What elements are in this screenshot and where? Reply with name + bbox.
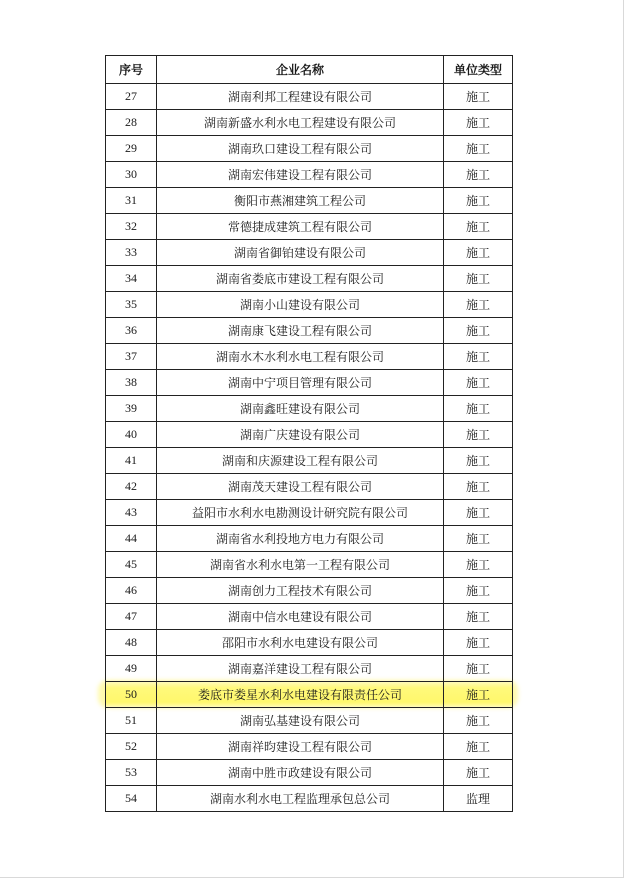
row-unit-type: 施工	[444, 110, 513, 136]
row-unit-type: 施工	[444, 474, 513, 500]
table-row	[106, 786, 513, 812]
row-unit-type: 施工	[444, 318, 513, 344]
row-unit-type: 施工	[444, 162, 513, 188]
table-row	[106, 708, 513, 734]
row-unit-type: 施工	[444, 500, 513, 526]
row-serial-number: 46	[106, 578, 157, 604]
row-serial-number: 27	[106, 84, 157, 110]
row-enterprise-name: 湖南利邦工程建设有限公司	[157, 84, 444, 110]
header-unit-type: 单位类型	[444, 56, 513, 84]
row-serial-number: 37	[106, 344, 157, 370]
row-unit-type: 施工	[444, 656, 513, 682]
table-row	[106, 552, 513, 578]
row-unit-type: 施工	[444, 578, 513, 604]
row-enterprise-name: 湖南弘基建设有限公司	[157, 708, 444, 734]
row-enterprise-name: 湖南宏伟建设工程有限公司	[157, 162, 444, 188]
table-row	[106, 162, 513, 188]
row-unit-type: 施工	[444, 136, 513, 162]
table-row	[106, 448, 513, 474]
row-enterprise-name: 湖南水利水电工程监理承包总公司	[157, 786, 444, 812]
row-unit-type: 施工	[444, 682, 513, 708]
row-serial-number: 31	[106, 188, 157, 214]
row-unit-type: 施工	[444, 760, 513, 786]
row-unit-type: 施工	[444, 370, 513, 396]
header-row	[106, 56, 513, 84]
row-serial-number: 48	[106, 630, 157, 656]
row-serial-number: 53	[106, 760, 157, 786]
row-enterprise-name: 湖南中宁项目管理有限公司	[157, 370, 444, 396]
table-row	[106, 240, 513, 266]
table-row	[106, 396, 513, 422]
row-serial-number: 38	[106, 370, 157, 396]
row-unit-type: 施工	[444, 266, 513, 292]
row-enterprise-name: 湖南嘉洋建设工程有限公司	[157, 656, 444, 682]
row-enterprise-name: 衡阳市燕湘建筑工程公司	[157, 188, 444, 214]
row-serial-number: 30	[106, 162, 157, 188]
row-unit-type: 施工	[444, 214, 513, 240]
row-enterprise-name: 湖南省娄底市建设工程有限公司	[157, 266, 444, 292]
row-enterprise-name: 湖南鑫旺建设有限公司	[157, 396, 444, 422]
row-enterprise-name: 湖南广庆建设有限公司	[157, 422, 444, 448]
row-enterprise-name: 湖南康飞建设工程有限公司	[157, 318, 444, 344]
row-enterprise-name: 湖南省水利水电第一工程有限公司	[157, 552, 444, 578]
table-row	[106, 188, 513, 214]
row-unit-type: 施工	[444, 84, 513, 110]
row-serial-number: 33	[106, 240, 157, 266]
table-row	[106, 604, 513, 630]
table-row	[106, 734, 513, 760]
header-enterprise-name: 企业名称	[157, 56, 444, 84]
row-enterprise-name: 湖南水木水利水电工程有限公司	[157, 344, 444, 370]
row-enterprise-name: 湖南小山建设有限公司	[157, 292, 444, 318]
table-row	[106, 630, 513, 656]
row-enterprise-name: 湖南新盛水利水电工程建设有限公司	[157, 110, 444, 136]
row-unit-type: 施工	[444, 188, 513, 214]
table-row	[106, 578, 513, 604]
table-row	[106, 474, 513, 500]
row-unit-type: 施工	[444, 734, 513, 760]
table-row	[106, 422, 513, 448]
row-enterprise-name: 常德捷成建筑工程有限公司	[157, 214, 444, 240]
row-serial-number: 29	[106, 136, 157, 162]
row-enterprise-name: 湖南和庆源建设工程有限公司	[157, 448, 444, 474]
row-enterprise-name: 湖南省水利投地方电力有限公司	[157, 526, 444, 552]
row-serial-number: 39	[106, 396, 157, 422]
header-serial-number: 序号	[106, 56, 157, 84]
row-serial-number: 49	[106, 656, 157, 682]
row-unit-type: 施工	[444, 526, 513, 552]
row-unit-type: 施工	[444, 422, 513, 448]
row-serial-number: 47	[106, 604, 157, 630]
table-row	[106, 500, 513, 526]
table-row	[106, 526, 513, 552]
table-row	[106, 110, 513, 136]
row-serial-number: 44	[106, 526, 157, 552]
row-enterprise-name: 娄底市娄星水利水电建设有限责任公司	[157, 682, 444, 708]
row-serial-number: 42	[106, 474, 157, 500]
enterprise-table	[105, 55, 513, 812]
row-unit-type: 施工	[444, 604, 513, 630]
row-enterprise-name: 湖南中信水电建设有限公司	[157, 604, 444, 630]
row-enterprise-name: 湖南茂天建设工程有限公司	[157, 474, 444, 500]
table-row	[106, 84, 513, 110]
table-body	[106, 84, 513, 812]
row-serial-number: 28	[106, 110, 157, 136]
row-enterprise-name: 湖南省御铂建设有限公司	[157, 240, 444, 266]
row-serial-number: 41	[106, 448, 157, 474]
row-unit-type: 监理	[444, 786, 513, 812]
table-row	[106, 370, 513, 396]
row-enterprise-name: 湖南祥昀建设工程有限公司	[157, 734, 444, 760]
table-row	[106, 344, 513, 370]
row-unit-type: 施工	[444, 552, 513, 578]
row-serial-number: 36	[106, 318, 157, 344]
table-row	[106, 682, 513, 708]
table-row	[106, 318, 513, 344]
row-unit-type: 施工	[444, 630, 513, 656]
row-unit-type: 施工	[444, 292, 513, 318]
row-serial-number: 43	[106, 500, 157, 526]
row-serial-number: 51	[106, 708, 157, 734]
row-unit-type: 施工	[444, 448, 513, 474]
table-row	[106, 214, 513, 240]
row-enterprise-name: 湖南中胜市政建设有限公司	[157, 760, 444, 786]
row-unit-type: 施工	[444, 396, 513, 422]
row-unit-type: 施工	[444, 708, 513, 734]
table-row	[106, 292, 513, 318]
row-serial-number: 54	[106, 786, 157, 812]
row-unit-type: 施工	[444, 344, 513, 370]
row-unit-type: 施工	[444, 240, 513, 266]
row-enterprise-name: 湖南创力工程技术有限公司	[157, 578, 444, 604]
table-row	[106, 656, 513, 682]
row-serial-number: 50	[106, 682, 157, 708]
table-row	[106, 266, 513, 292]
row-enterprise-name: 邵阳市水利水电建设有限公司	[157, 630, 444, 656]
row-enterprise-name: 湖南玖口建设工程有限公司	[157, 136, 444, 162]
row-enterprise-name: 益阳市水利水电勘测设计研究院有限公司	[157, 500, 444, 526]
row-serial-number: 45	[106, 552, 157, 578]
row-serial-number: 35	[106, 292, 157, 318]
row-serial-number: 32	[106, 214, 157, 240]
table-row	[106, 760, 513, 786]
row-serial-number: 52	[106, 734, 157, 760]
table-row	[106, 136, 513, 162]
row-serial-number: 34	[106, 266, 157, 292]
row-serial-number: 40	[106, 422, 157, 448]
